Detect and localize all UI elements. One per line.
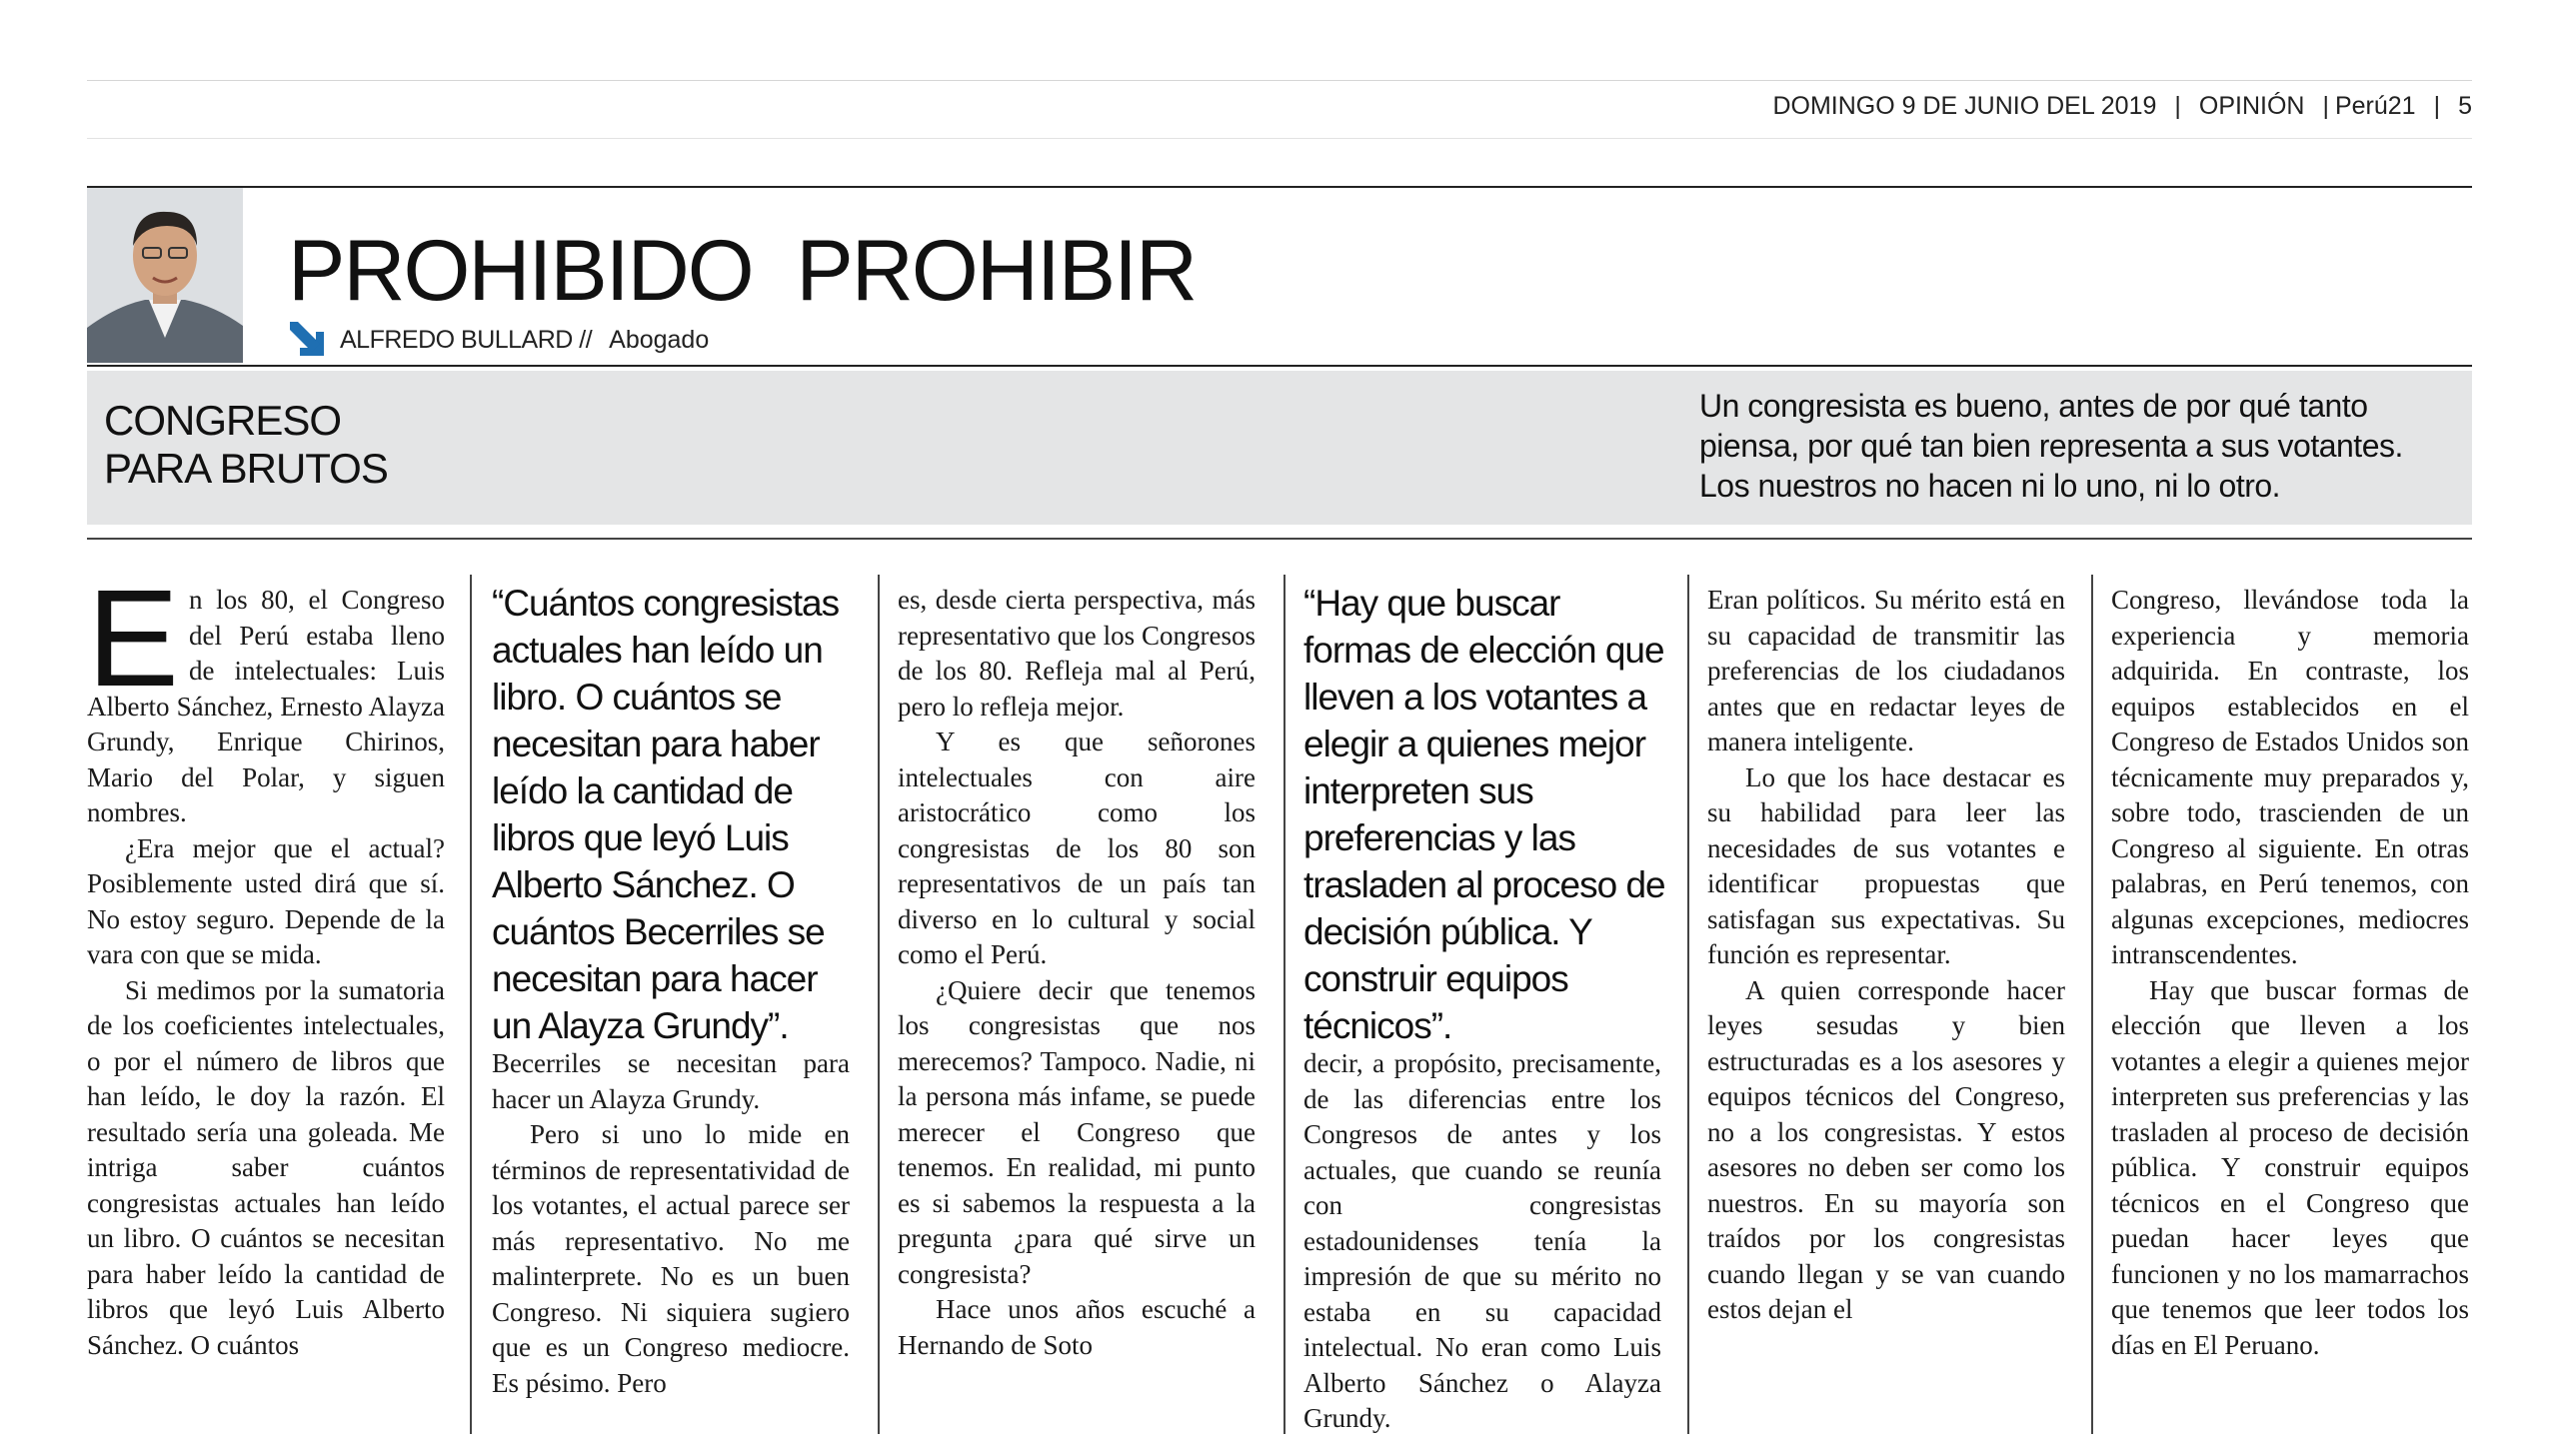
paragraph: Hay que buscar formas de elección que lleven a los votantes a elegir a quienes mejor interpreten sus preferencias y las trasladen al proceso de decisión pública. Y construir equipos técnicos en el Congreso que puedan hacer leyes que funcionen y no los mamarrachos que tenemos que leer todos los días en El Peruano. [2111,974,2469,1360]
paragraph: Si medimos por la sumatoria de los coeficientes intelectuales, o por el número de libros que han leído, le doy la razón. El resultado sería una goleada. Me intriga saber cuántos congresistas actuales han leído un libro. O cuántos se necesitan para haber leído la cantidad de libros que leyó Luis Alberto Sánchez. O cuántos [87,974,445,1360]
paragraph: A quien corresponde hacer leyes sesudas y bien estructuradas es a los asesores y equipos técnicos del Congreso, no a los congresistas. Y estos asesores no deben ser como los nuestros. En su mayoría son traídos por los congresistas cuando llegan y se van cuando estos dejan el [1707,974,2065,1324]
paragraph: Eran políticos. Su mérito está en su capacidad de transmitir las preferencias de los ciudadanos antes que en redactar leyes de manera inteligente. [1707,585,2065,756]
headline-line-1: CONGRESO [104,397,342,444]
paragraph: decir, a propósito, precisamente, de las diferencias entre los Congresos de antes y los actuales, que cuando se reunía con congresistas estadounidenses tenía la impresión de que su mérito no estaba en su capacidad intelectual. No eran como Luis Alberto Sánchez o Alayza Grundy. [1303,1048,1661,1433]
author-photo [87,188,243,363]
article-headline [104,397,388,493]
column-divider [1687,575,1689,1434]
header-separator: | [2174,92,2181,120]
author-name: ALFREDO BULLARD // [340,326,593,354]
pull-quote: “Cuántos congresistas actuales han leído un libro. O cuántos se necesitan para haber leído la cantidad de libros que leyó Luis Alberto Sánchez. O cuántos Becerriles se necesitan para hacer un Alayza Grundy”. [492,583,840,1046]
header-page-number: 5 [2458,92,2472,120]
author-portrait-icon [87,188,243,363]
band-top-rule [87,365,2472,367]
column-title: PROHIBIDO PROHIBIR [288,223,1197,319]
byline-arrow-icon [286,318,328,360]
article-column-2 [492,1046,850,1401]
article-column-1 [87,562,445,1363]
pull-quote: “Hay que buscar formas de elección que lleven a los votantes a elegir a quienes mejor interpreten sus preferencias y las trasladen al proceso de decisión pública. Y construir equipos técnicos”. [1303,583,1665,1046]
paragraph: Becerriles se necesitan para hacer un Alayza Grundy. [492,1048,850,1114]
byline [340,326,709,355]
paragraph: Pero si uno lo mide en términos de representatividad de los votantes, el actual parece ser más representativo. No me malinterprete. No es un buen Congreso. Ni siquiera sugiero que es un Congreso mediocre. Es pésimo. Pero [492,1119,850,1398]
paragraph [87,562,445,831]
band-bottom-rule [87,538,2472,540]
paragraph-text: n los 80, el Congreso del Perú estaba lleno de intelectuales: Luis Alberto Sánchez, Ernesto Alayza Grundy, Enrique Chirinos, Mario del Polar, y siguen nombres. [87,585,445,827]
header-date: DOMINGO 9 DE JUNIO DEL 2019 [1772,92,2157,120]
header-section: OPINIÓN [2198,92,2305,120]
paragraph: Y es que señorones intelectuales con aire aristocrático como los congresistas de los 80 son representativos de un país tan diverso en lo cultural y social como el Perú. [898,727,1256,969]
column-divider [878,575,880,1434]
paragraph: Congreso, llevándose toda la experiencia y memoria adquirida. En contraste, los equipos establecidos en el Congreso de Estados Unidos son técnicamente muy preparados y, sobre todo, trascienden de un Congreso al siguiente. En otras palabras, en Perú tenemos, con algunas excepciones, mediocres intranscendentes. [2111,585,2469,969]
paragraph: ¿Quiere decir que tenemos los congresistas que nos merecemos? Tampoco. Nadie, ni la persona más infame, se puede merecer el Congreso que tenemos. En realidad, mi punto es si sabemos la respuesta a la pregunta ¿para qué sirve un congresista? [898,974,1256,1289]
article-column-3 [898,583,1256,1363]
paragraph: Hace unos años escuché a Hernando de Soto [898,1294,1256,1360]
column-divider [470,575,472,1434]
paragraph: ¿Era mejor que el actual? Posiblemente usted dirá que sí. No estoy seguro. Depende de la vara con que se mida. [87,832,445,969]
page-header [1772,92,2472,121]
article-summary: Un congresista es bueno, antes de por qué tanto piensa, por qué tan bien representa a sus votantes. Los nuestros no hacen ni lo uno, ni lo otro. [1699,388,2403,504]
column-divider [2091,575,2093,1434]
article-column-6 [2111,583,2469,1363]
top-rule [87,80,2472,81]
header-separator: | [2322,92,2329,120]
drop-cap: E [87,562,180,716]
headline-line-2: PARA BRUTOS [104,445,388,492]
author-role: Abogado [609,326,710,354]
paragraph: Lo que los hace destacar es su habilidad para leer las necesidades de sus votantes e identificar propuestas que satisfagan sus expectativas. Su función es representar. [1707,761,2065,969]
paragraph: es, desde cierta perspectiva, más representativo que los Congresos de los 80. Refleja mal al Perú, pero lo refleja mejor. [898,585,1256,722]
column-divider [1283,575,1285,1434]
header-paper: Perú21 [2334,92,2416,120]
article-column-4 [1303,1046,1661,1437]
header-separator: | [2433,92,2441,120]
header-underline [87,138,2472,139]
article-column-5 [1707,583,2065,1328]
masthead-top-rule [87,186,2472,188]
